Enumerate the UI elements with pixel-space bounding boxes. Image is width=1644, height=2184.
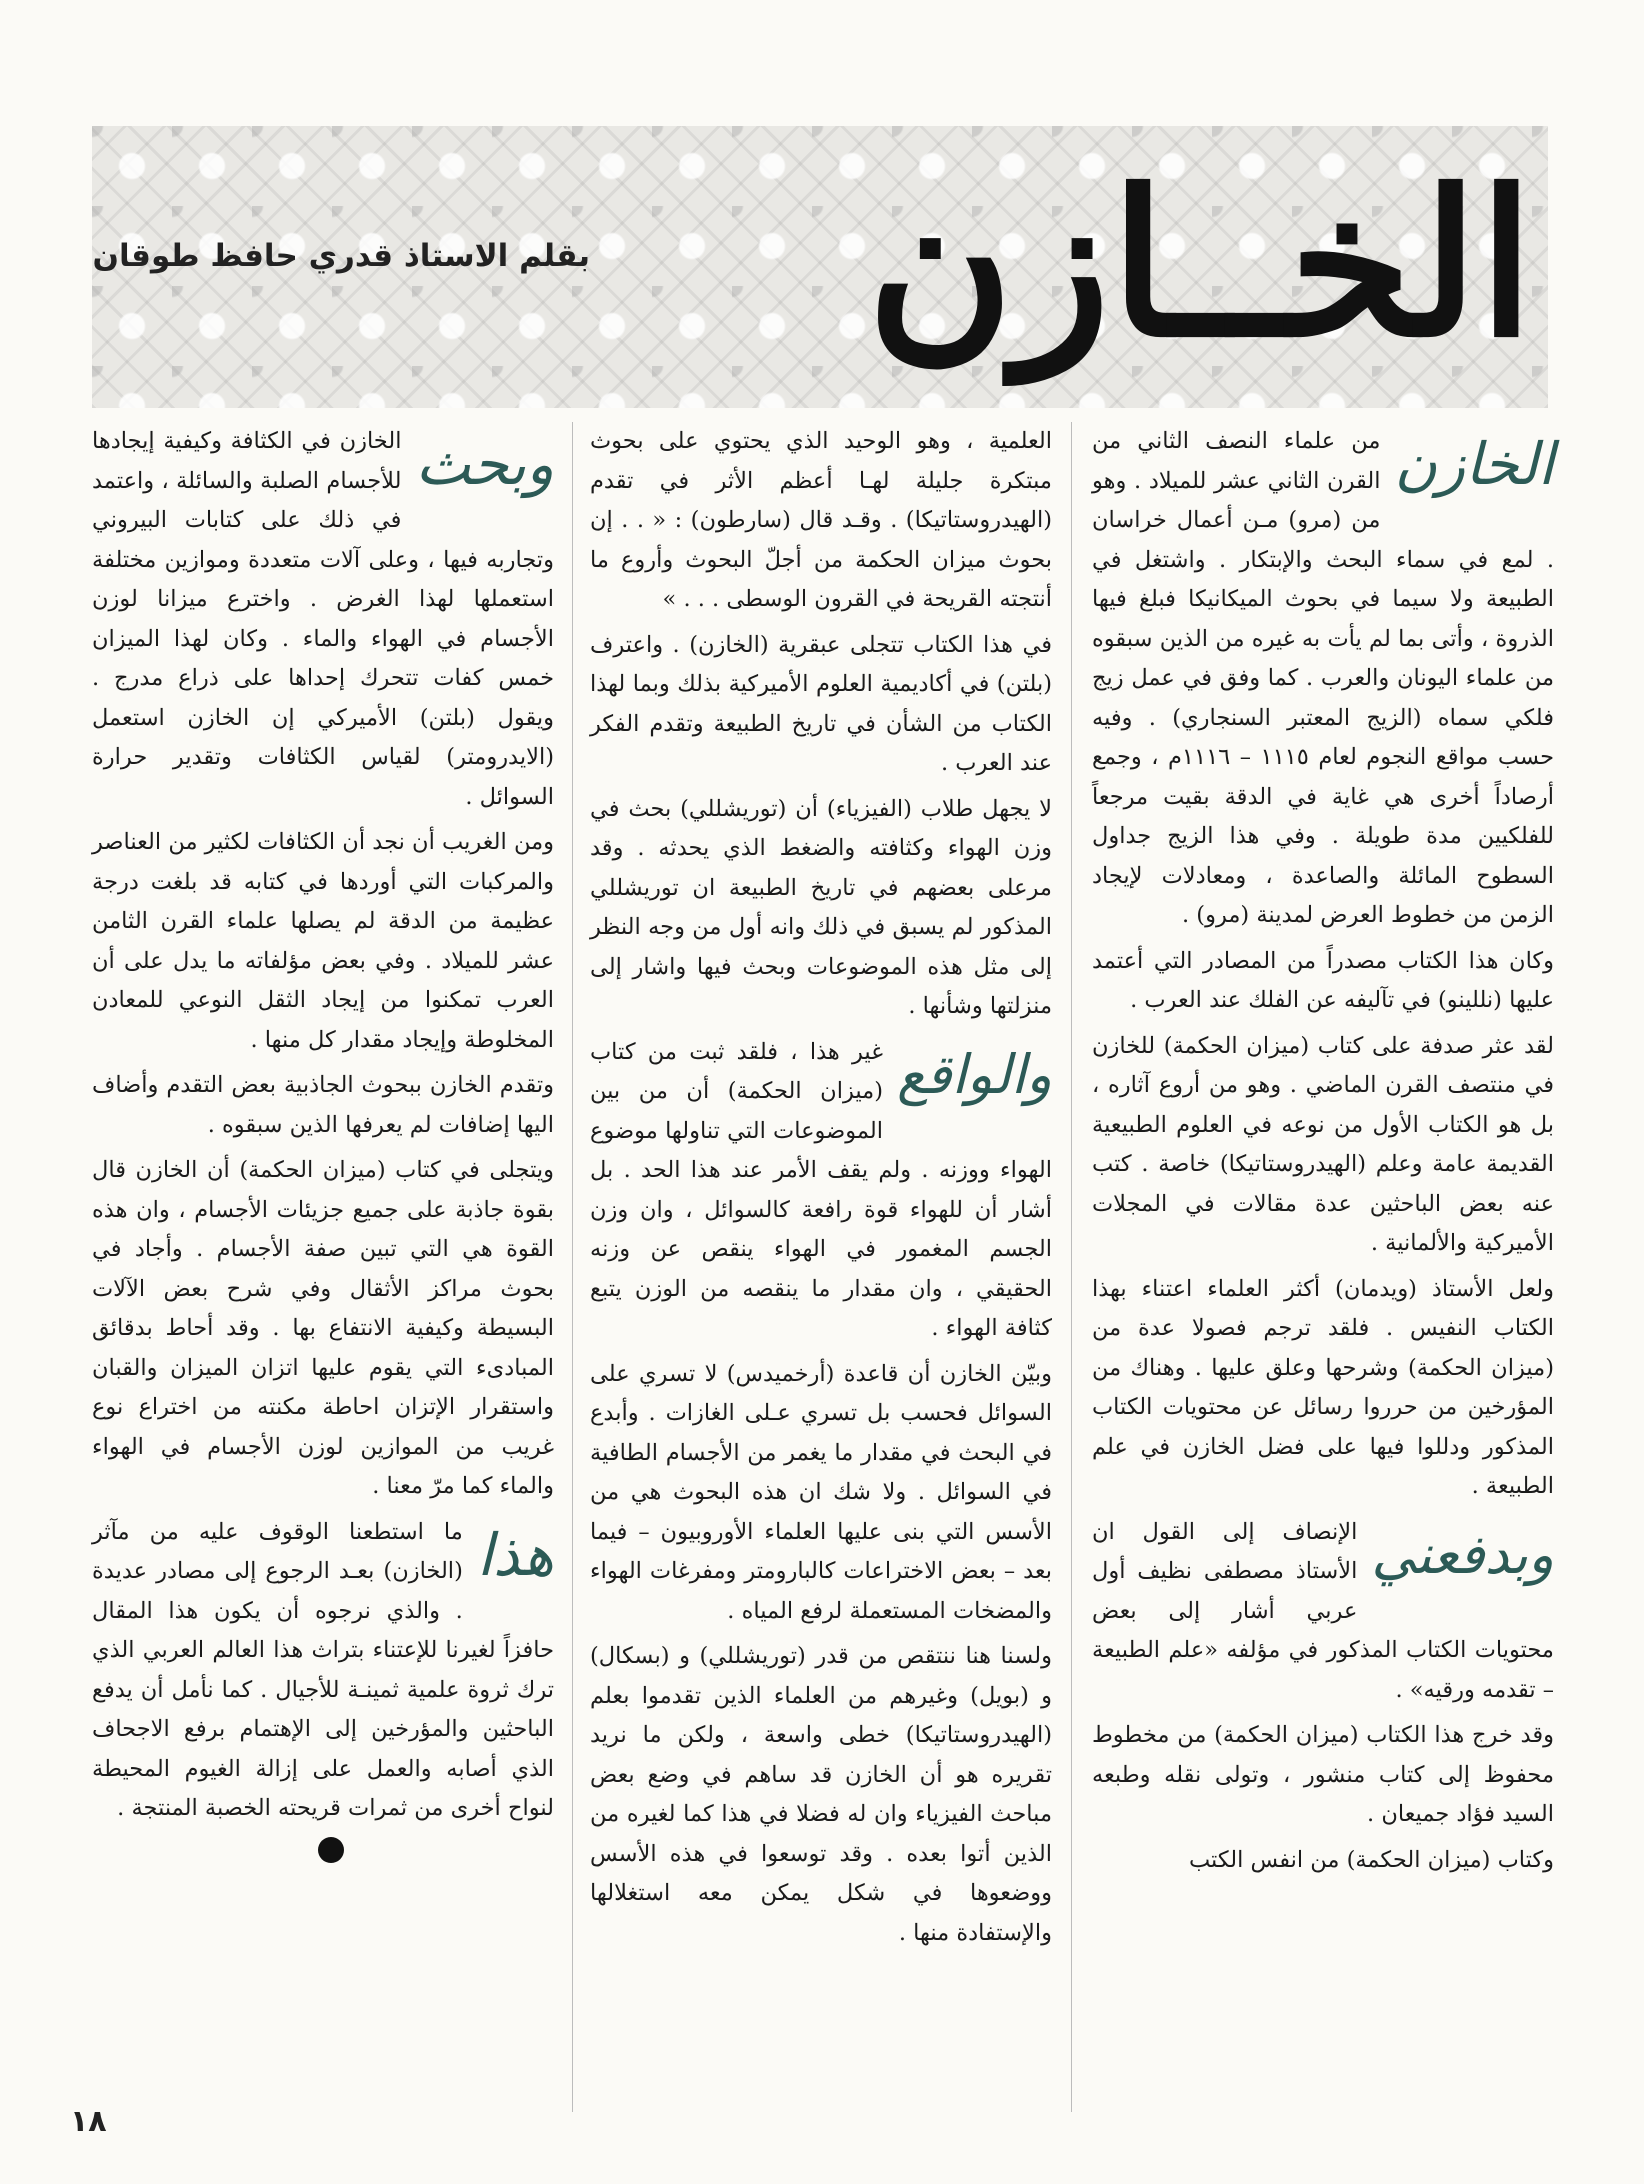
paragraph: وبحث الخازن في الكثافة وكيفية إيجادها للأجسام الصلبة والسائلة ، واعتمد في ذلك على كتابات البيروني وتجاربه فيها ، وعلى آلات متعددة وموازين مختلفة استعملها لهذا الغرض . واخترع ميزانا لوزن الأجسام في الهواء والماء . وكان لهذا الميزان خمس كفات تتحرك إحداها على ذراع مدرج . ويقول (بلتن) الأميركي إن الخازن استعمل (الايدرومتر) لقياس الكثافات وتقدير حرارة السوائل .	[92, 428, 554, 810]
paragraph: والواقع غير هذا ، فلقد ثبت من كتاب (ميزان الحكمة) أن من بين الموضوعات التي تناولها موضوع الهواء ووزنه . ولم يقف الأمر عند هذا الحد . بل أشار أن للهواء قوة رافعة كالسوائل ، وان وزن الجسم المغمور في الهواء ينقص عن وزنه الحقيقي ، وان مقدار ما ينقصه من الوزن يتبع كثافة الهواء .	[590, 1038, 1052, 1341]
paragraph: وتقدم الخازن ببحوث الجاذبية بعض التقدم وأضاف اليها إضافات لم يعرفها الذين سبقوه .	[92, 1072, 554, 1138]
paragraph: وكتاب (ميزان الحكمة) من انفس الكتب	[1188, 1846, 1554, 1873]
article-column-1	[1092, 422, 1554, 1886]
lead-word-calligraphy: وبحث	[415, 430, 554, 498]
paragraph: ولسنا هنا ننتقص من قدر (توريشللي) و (بسكال) و (بويل) وغيرهم من العلماء الذين تقدموا بعلم (الهيدروستاتيكا) خطى واسعة ، ولكن ما نريد تقريره هو أن الخازن قد ساهم في وضع بعض مباحث الفيزياء وان له فضلا في هذا كما لغيره من الذين أتوا بعده . وقد توسعوا في هذه الأسس ووضعوها في شكل يمكن معه استغلالها والإستفادة منها .	[590, 1643, 1052, 1946]
column-divider	[572, 422, 573, 2112]
paragraph: في هذا الكتاب تتجلى عبقرية (الخازن) . واعترف (بلتن) في أكاديمية العلوم الأميركية بذلك وبما لهذا الكتاب من الشأن في تاريخ الطبيعة وتقدم الفكر عند العرب .	[590, 631, 1052, 776]
end-of-article-mark	[318, 1837, 344, 1863]
paragraph: لا يجهل طلاب (الفيزياء) أن (توريشللي) بحث في وزن الهواء وكثافته والضغط الذي يحدثه . وقد مرعلى بعضهم في تاريخ الطبيعة ان توريشللي المذكور لم يسبق في ذلك وانه أول من وجه النظر إلى مثل هذه الموضوعات وبحث فيها واشار إلى منزلتها وشأنها .	[590, 795, 1052, 1019]
article-column-2	[590, 422, 1052, 1959]
paragraph: وكان هذا الكتاب مصدراً من المصادر التي أعتمد عليها (نللينو) في تآليفه عن الفلك عند العرب .	[1092, 947, 1554, 1013]
article-column-3	[92, 422, 554, 1863]
paragraph: وقد خرج هذا الكتاب (ميزان الحكمة) من مخطوط محفوظ إلى كتاب منشور ، وتولى نقله وطبعه السيد فؤاد جميعان .	[1092, 1722, 1554, 1827]
lead-word-calligraphy: وبدفعني	[1371, 1522, 1554, 1586]
paragraph: ويتجلى في كتاب (ميزان الحكمة) أن الخازن قال بقوة جاذبة على جميع جزيئات الأجسام ، وان هذه القوة هي التي تبين صفة الأجسام . وأجاد في بحوث مراكز الأثقال وفي شرح بعض الآلات البسيطة وكيفية الانتفاع بها . وقد أحاط بدقائق المبادىء التي يقوم عليها اتزان الميزان والقبان واستقرار الإتزان احاطة مكنته من اختراع نوع غريب من الموازين لوزن الأجسام في الهواء والماء كما مرّ معنا .	[92, 1157, 555, 1499]
lead-word-calligraphy: الخازن	[1394, 430, 1554, 498]
paragraph: الخازن من علماء النصف الثاني من القرن الثاني عشر للميلاد . وهو من (مرو) مـن أعمال خراسان . لمع في سماء البحث والإبتكار . واشتغل في الطبيعة ولا سيما في بحوث الميكانيكا فبلغ فيها الذروة ، وأتى بما لم يأت به غيره من الذين سبقوه من علماء اليونان والعرب . كما وفق في عمل زيج فلكي سماه (الزيج المعتبر السنجاري) . وفيه حسب مواقع النجوم لعام ١١١٥ – ١١١٦م ، وجمع أرصاداً أخرى هي غاية في الدقة بقيت مرجعاً للفلكيين مدة طويلة . وفي هذا الزيج جداول السطوح المائلة والصاعدة ، ومعادلات لإيجاد الزمن من خطوط العرض لمدينة (مرو) .	[1092, 428, 1554, 928]
paragraph: وبيّن الخازن أن قاعدة (أرخميدس) لا تسري على السوائل فحسب بل تسري عـلى الغازات . وأبدع في البحث في مقدار ما يغمر من الأجسام الطافية في السوائل . ولا شك ان هذه البحوث هي من الأسس التي بنى عليها العلماء الأوروبيون – فيما بعد – بعض الاختراعات كالبارومتر ومفرغات الهواء والمضخات المستعملة لرفع المياه .	[590, 1360, 1052, 1624]
paragraph: لقد عثر صدفة على كتاب (ميزان الحكمة) للخازن في منتصف القرن الماضي . وهو من أروع آثاره ، بل هو الكتاب الأول من نوعه في العلوم الطبيعية القديمة عامة وعلم (الهيدروستاتيكا) خاصة . كتب عنه بعض الباحثين عدة مقالات في المجلات الأميركية والألمانية .	[1092, 1032, 1554, 1256]
paragraph: ولعل الأستاذ (ويدمان) أكثر العلماء اعتناء بهذا الكتاب النفيس . فلقد ترجم فصولا عدة من (ميزان الحكمة) وشرحها وعلق عليها . وهناك من المؤرخين من حرروا رسائل عن محتويات الكتاب المذكور ودللوا فيها على فضل الخازن في علم الطبيعة .	[1092, 1275, 1554, 1499]
article-title: الخــازن	[866, 147, 1534, 382]
lead-word-calligraphy: والواقع	[897, 1042, 1052, 1106]
author-byline: بقلم الاستاذ قدري حافظ طوقان	[92, 238, 590, 274]
paragraph: وبدفعني الإنصاف إلى القول ان الأستاذ مصطفى نظيف أول عربي أشار إلى بعض محتويات الكتاب المذكور في مؤلفه «علم الطبيعة – تقدمه ورقيه» .	[1092, 1518, 1554, 1703]
column-divider	[1071, 422, 1072, 2112]
paragraph: هذا ما استطعنا الوقوف عليه من مآثر (الخازن) بعـد الرجوع إلى مصادر عديدة . والذي نرجوه أن يكون هذا المقال حافزاً لغيرنا للإعتناء بتراث هذا العالم العربي الذي ترك ثروة علمية ثمينـة للأجيال . كما نأمل أن يدفع الباحثين والمؤرخين إلى الإهتمام برفع الاجحاف الذي أصابه والعمل على إزالة الغيوم المحيطة لنواح أخرى من ثمرات قريحته الخصبة المنتجة .	[92, 1518, 554, 1821]
paragraph: العلمية ، وهو الوحيد الذي يحتوي على بحوث مبتكرة جليلة لهـا أعظم الأثر في تقدم (الهيدروستاتيكا) . وقـد قال (سارطون) : « . . إن بحوث ميزان الحكمة من أجلّ البحوث وأروع ما أنتجته القريحة في القرون الوسطى . . . »	[590, 428, 1052, 612]
page-number: ١٨	[70, 2104, 107, 2139]
paragraph: ومن الغريب أن نجد أن الكثافات لكثير من العناصر والمركبات التي أوردها في كتابه قد بلغت درجة عظيمة من الدقة لم يصلها علماء القرن الثامن عشر للميلاد . وفي بعض مؤلفاته ما يدل على أن العرب تمكنوا من إيجاد الثقل النوعي للمعادن المخلوطة وإيجاد مقدار كل منها .	[92, 829, 554, 1053]
lead-word-calligraphy: هذا	[476, 1520, 554, 1589]
